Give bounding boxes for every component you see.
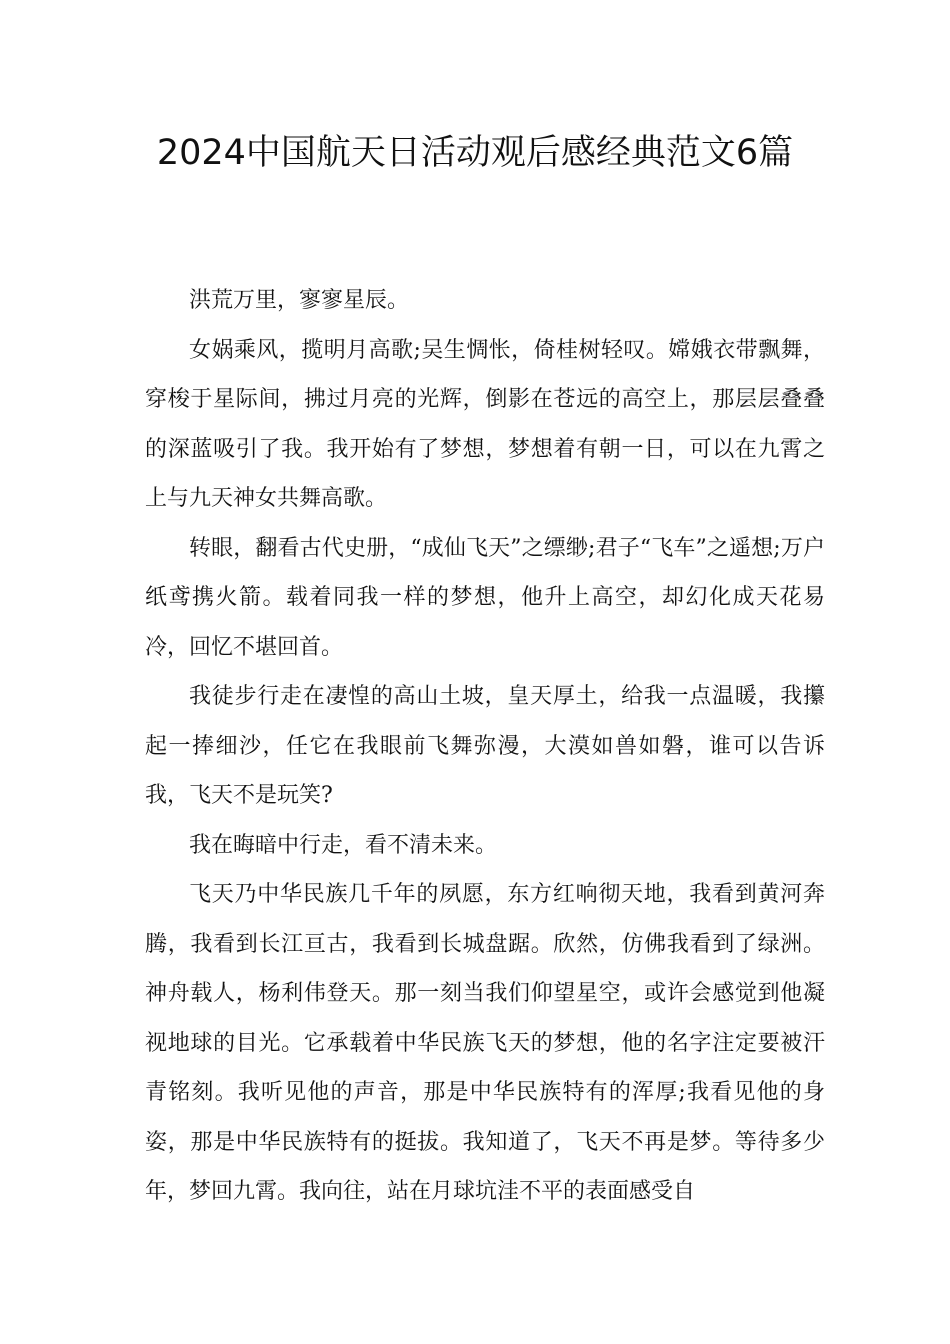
paragraph: 转眼，翻看古代史册，“成仙飞天”之缥缈;君子“飞车”之遥想;万户纸鸢携火箭。载着同我一样的梦想，他升上高空，却幻化成天花易冷，回忆不堪回首。 xyxy=(145,535,825,660)
document-body xyxy=(145,276,825,1217)
paragraph: 飞天乃中华民族几千年的夙愿，东方红响彻天地，我看到黄河奔腾，我看到长江亘古，我看到长城盘踞。欣然，仿佛我看到了绿洲。神舟载人，杨利伟登天。那一刻当我们仰望星空，或许会感觉到他凝视地球的目光。它承载着中华民族飞天的梦想，他的名字注定要被汗青铭刻。我听见他的声音，那是中华民族特有的浑厚;我看见他的身姿，那是中华民族特有的挺拔。我知道了，飞天不再是梦。等待多少年，梦回九霄。我向往，站在月球坑洼不平的表面感受自 xyxy=(145,882,825,1204)
paragraph: 我在晦暗中行走，看不清未来。 xyxy=(189,832,498,858)
paragraph: 洪荒万里，寥寥星辰。 xyxy=(189,288,410,313)
paragraph: 女娲乘风，揽明月高歌;吴生惆怅，倚桂树轻叹。嫦娥衣带飘舞，穿梭于星际间，拂过月亮的光辉，倒影在苍远的高空上，那层层叠叠的深蓝吸引了我。我开始有了梦想，梦想着有朝一日，可以在九霄之上与九天神女共舞高歌。 xyxy=(145,337,825,511)
paragraph: 我徒步行走在凄惶的高山土坡，皇天厚土，给我一点温暖，我攥起一捧细沙，任它在我眼前飞舞弥漫，大漠如兽如磐，谁可以告诉我，飞天不是玩笑? xyxy=(145,684,825,808)
document-title: 2024中国航天日活动观后感经典范文6篇 xyxy=(156,133,794,173)
